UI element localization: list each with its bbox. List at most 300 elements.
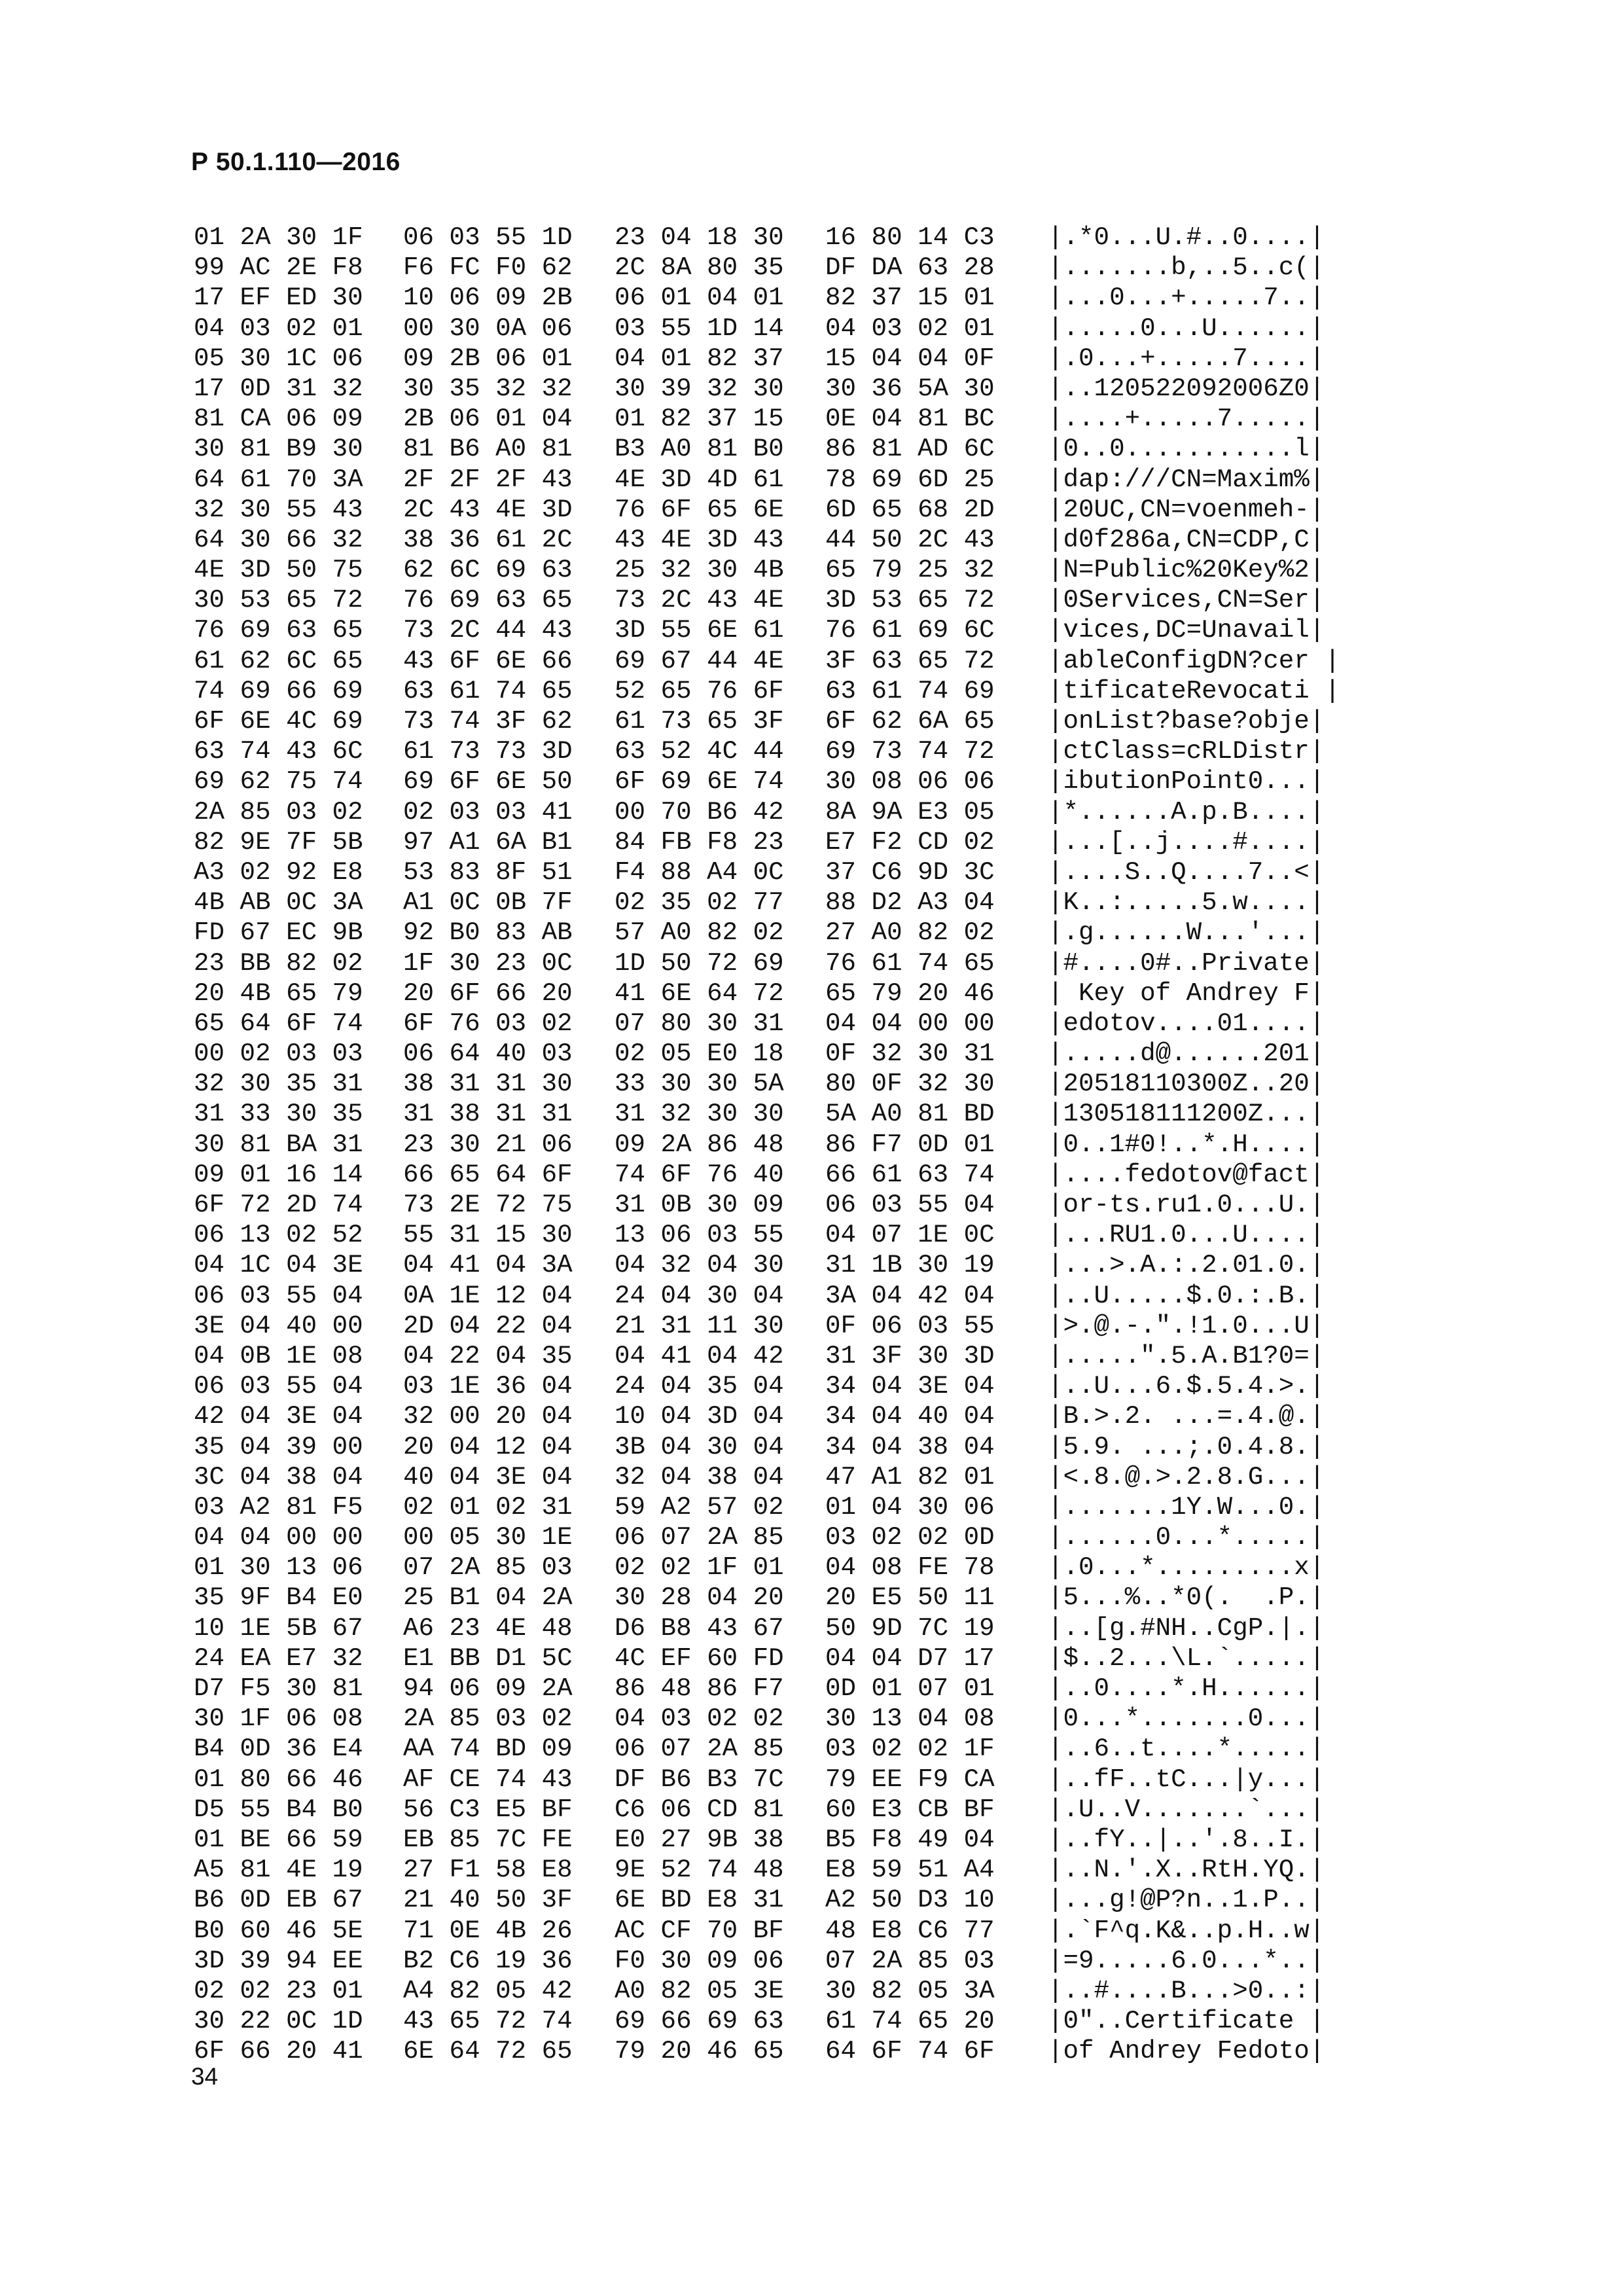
hex-group-4: 76 61 74 65 xyxy=(825,948,995,978)
hex-group-2: 94 06 09 2A xyxy=(403,1674,573,1703)
hex-group-3: 24 04 35 04 xyxy=(615,1371,784,1401)
hex-group-2: A6 23 4E 48 xyxy=(403,1613,573,1643)
hex-group-4: 60 E3 CB BF xyxy=(825,1794,995,1824)
hex-group-3: 3B 04 30 04 xyxy=(615,1431,784,1462)
hex-group-2: AF CE 74 43 xyxy=(403,1764,573,1794)
hex-group-4: 6F 62 6A 65 xyxy=(825,706,995,736)
hex-group-1: 30 81 B9 30 xyxy=(194,434,363,464)
hex-group-1: 20 4B 65 79 xyxy=(194,978,363,1008)
hex-group-2: 76 69 63 65 xyxy=(403,585,573,615)
hex-group-3: 31 0B 30 09 xyxy=(615,1190,784,1219)
hex-group-2: 00 05 30 1E xyxy=(403,1522,573,1552)
hex-group-1: 02 02 23 01 xyxy=(194,1975,363,2005)
hex-group-1: 23 BB 82 02 xyxy=(194,948,363,978)
hex-group-1: 04 03 02 01 xyxy=(194,313,363,343)
hex-group-4: 04 08 FE 78 xyxy=(825,1552,995,1583)
hex-group-3: E0 27 9B 38 xyxy=(615,1824,784,1854)
hex-group-2: 31 38 31 31 xyxy=(403,1099,573,1129)
hex-group-4: 3A 04 42 04 xyxy=(825,1280,995,1310)
hex-group-4: 04 03 02 01 xyxy=(825,313,995,343)
hex-group-1: 30 53 65 72 xyxy=(194,585,363,615)
hex-group-4: 20 E5 50 11 xyxy=(825,1583,995,1613)
hex-group-2: EB 85 7C FE xyxy=(403,1824,573,1854)
hex-group-4: 0F 32 30 31 xyxy=(825,1039,995,1069)
hex-group-1: B0 60 46 5E xyxy=(194,1915,363,1945)
hex-group-1: D5 55 B4 B0 xyxy=(194,1794,363,1824)
hex-group-1: 35 04 39 00 xyxy=(194,1431,363,1462)
hex-group-3: 32 04 38 04 xyxy=(615,1462,784,1492)
hex-group-2: 69 6F 6E 50 xyxy=(403,766,573,797)
hex-group-2: 97 A1 6A B1 xyxy=(403,827,573,857)
hex-group-3: 06 07 2A 85 xyxy=(615,1734,784,1764)
hex-group-1: 63 74 43 6C xyxy=(194,736,363,766)
ascii-column: |.0...+.....7....| xyxy=(1048,343,1325,373)
hex-group-4: 63 61 74 69 xyxy=(825,675,995,706)
hex-group-3: 63 52 4C 44 xyxy=(615,736,784,766)
hex-group-2: 73 74 3F 62 xyxy=(403,706,573,736)
hex-group-3: 69 66 69 63 xyxy=(615,2006,784,2036)
hex-group-4: 48 E8 C6 77 xyxy=(825,1915,995,1945)
hex-group-1: 00 02 03 03 xyxy=(194,1039,363,1069)
hex-group-1: 6F 72 2D 74 xyxy=(194,1190,363,1219)
hex-group-1: 24 EA E7 32 xyxy=(194,1643,363,1673)
ascii-column: |..fF..tC...|y...| xyxy=(1048,1764,1325,1794)
hex-group-3: 6E BD E8 31 xyxy=(615,1885,784,1915)
hex-group-2: 07 2A 85 03 xyxy=(403,1552,573,1583)
hex-group-4: 3F 63 65 72 xyxy=(825,645,995,675)
hex-group-3: 3D 55 6E 61 xyxy=(615,615,784,645)
ascii-column: |.0...*.........x| xyxy=(1048,1552,1325,1583)
hex-group-3: 1D 50 72 69 xyxy=(615,948,784,978)
hex-group-4: 3D 53 65 72 xyxy=(825,585,995,615)
hex-group-2: 09 2B 06 01 xyxy=(403,343,573,373)
ascii-column: |....+.....7.....| xyxy=(1048,404,1325,434)
hex-group-1: 3D 39 94 EE xyxy=(194,1945,363,1975)
hex-group-4: A2 50 D3 10 xyxy=(825,1885,995,1915)
hex-group-4: 0F 06 03 55 xyxy=(825,1310,995,1340)
ascii-column: |..#....B...>0..:| xyxy=(1048,1975,1325,2005)
hex-group-2: 6E 64 72 65 xyxy=(403,2036,573,2066)
ascii-column: |..0....*.H......| xyxy=(1048,1674,1325,1703)
hex-group-1: 3E 04 40 00 xyxy=(194,1310,363,1340)
hex-group-3: 9E 52 74 48 xyxy=(615,1855,784,1885)
ascii-column: |...RU1.0...U....| xyxy=(1048,1220,1325,1250)
hex-group-1: 6F 66 20 41 xyxy=(194,2036,363,2066)
hex-group-1: 32 30 55 43 xyxy=(194,494,363,524)
hex-group-3: 04 32 04 30 xyxy=(615,1250,784,1280)
hex-group-1: B6 0D EB 67 xyxy=(194,1885,363,1915)
hex-group-2: 0A 1E 12 04 xyxy=(403,1280,573,1310)
hex-group-1: 03 A2 81 F5 xyxy=(194,1492,363,1522)
ascii-column: |or-ts.ru1.0...U.| xyxy=(1048,1190,1325,1219)
hex-group-1: 64 61 70 3A xyxy=(194,464,363,494)
hex-group-3: C6 06 CD 81 xyxy=(615,1794,784,1824)
hex-group-2: B2 C6 19 36 xyxy=(403,1945,573,1975)
hex-group-4: 86 81 AD 6C xyxy=(825,434,995,464)
hex-group-3: 10 04 3D 04 xyxy=(615,1401,784,1431)
hex-group-3: 41 6E 64 72 xyxy=(615,978,784,1008)
ascii-column: |..U...6.$.5.4.>.| xyxy=(1048,1371,1325,1401)
hex-group-4: 31 1B 30 19 xyxy=(825,1250,995,1280)
hex-group-4: 34 04 40 04 xyxy=(825,1401,995,1431)
hex-group-4: 04 04 D7 17 xyxy=(825,1643,995,1673)
ascii-column: |.U..V.......`...| xyxy=(1048,1794,1325,1824)
hex-group-3: 31 32 30 30 xyxy=(615,1099,784,1129)
hex-group-4: 61 74 65 20 xyxy=(825,2006,995,2036)
hex-group-4: 31 3F 30 3D xyxy=(825,1340,995,1371)
hex-group-2: 38 36 61 2C xyxy=(403,524,573,554)
hex-group-3: 01 82 37 15 xyxy=(615,404,784,434)
ascii-column: |=9.....6.0...*..| xyxy=(1048,1945,1325,1975)
hex-group-1: 01 80 66 46 xyxy=(194,1764,363,1794)
hex-group-3: 84 FB F8 23 xyxy=(615,827,784,857)
hex-group-1: 99 AC 2E F8 xyxy=(194,253,363,283)
hex-group-4: 82 37 15 01 xyxy=(825,283,995,313)
ascii-column: |...>.A.:.2.01.0.| xyxy=(1048,1250,1325,1280)
hex-group-2: 04 41 04 3A xyxy=(403,1250,573,1280)
hex-group-3: 73 2C 43 4E xyxy=(615,585,784,615)
hex-group-1: 17 0D 31 32 xyxy=(194,373,363,403)
ascii-column: |20UC,CN=voenmeh-| xyxy=(1048,494,1325,524)
ascii-column: |.`F^q.K&..p.H..w| xyxy=(1048,1915,1325,1945)
hex-group-3: 04 41 04 42 xyxy=(615,1340,784,1371)
hex-group-3: 2C 8A 80 35 xyxy=(615,253,784,283)
hex-group-2: 71 0E 4B 26 xyxy=(403,1915,573,1945)
hex-group-4: 30 36 5A 30 xyxy=(825,373,995,403)
ascii-column: |K..:.....5.w....| xyxy=(1048,888,1325,918)
hex-group-4: 86 F7 0D 01 xyxy=(825,1129,995,1159)
hex-group-4: 50 9D 7C 19 xyxy=(825,1613,995,1643)
hex-group-2: 63 61 74 65 xyxy=(403,675,573,706)
hex-group-4: E8 59 51 A4 xyxy=(825,1855,995,1885)
hex-group-3: 07 80 30 31 xyxy=(615,1008,784,1038)
ascii-column: |0..0...........l| xyxy=(1048,434,1325,464)
hex-group-3: 06 07 2A 85 xyxy=(615,1522,784,1552)
hex-group-2: 2F 2F 2F 43 xyxy=(403,464,573,494)
hex-group-1: 61 62 6C 65 xyxy=(194,645,363,675)
ascii-column: |$..2...\L.`.....| xyxy=(1048,1643,1325,1673)
hex-group-1: 82 9E 7F 5B xyxy=(194,827,363,857)
hex-group-3: AC CF 70 BF xyxy=(615,1915,784,1945)
hex-group-1: 30 81 BA 31 xyxy=(194,1129,363,1159)
hex-group-3: 04 03 02 02 xyxy=(615,1704,784,1734)
hex-group-2: 43 65 72 74 xyxy=(403,2006,573,2036)
hex-group-3: A0 82 05 3E xyxy=(615,1975,784,2005)
hex-group-3: 6F 69 6E 74 xyxy=(615,766,784,797)
ascii-column: |ctClass=cRLDistr| xyxy=(1048,736,1325,766)
hex-group-2: 43 6F 6E 66 xyxy=(403,645,573,675)
hex-group-2: 6F 76 03 02 xyxy=(403,1008,573,1038)
hex-group-3: 61 73 65 3F xyxy=(615,706,784,736)
hex-group-2: 20 04 12 04 xyxy=(403,1431,573,1462)
hex-group-1: 06 13 02 52 xyxy=(194,1220,363,1250)
hex-group-4: DF DA 63 28 xyxy=(825,253,995,283)
hex-group-1: 06 03 55 04 xyxy=(194,1371,363,1401)
hex-group-1: FD 67 EC 9B xyxy=(194,918,363,948)
hex-group-1: 04 0B 1E 08 xyxy=(194,1340,363,1371)
ascii-column: |of Andrey Fedoto| xyxy=(1048,2036,1325,2066)
ascii-column: |.....d@......201| xyxy=(1048,1039,1325,1069)
ascii-column: |0...*.......0...| xyxy=(1048,1704,1325,1734)
hex-group-4: 07 2A 85 03 xyxy=(825,1945,995,1975)
ascii-column: |......0...*.....| xyxy=(1048,1522,1325,1552)
ascii-column: |..fY..|..'.8..I.| xyxy=(1048,1824,1325,1854)
hex-group-2: A4 82 05 42 xyxy=(403,1975,573,2005)
ascii-column: |<.8.@.>.2.8.G...| xyxy=(1048,1462,1325,1492)
hex-group-2: 73 2E 72 75 xyxy=(403,1190,573,1219)
hex-group-3: 30 28 04 20 xyxy=(615,1583,784,1613)
hex-group-2: 53 83 8F 51 xyxy=(403,857,573,887)
hex-group-4: 30 08 06 06 xyxy=(825,766,995,797)
hex-group-3: F4 88 A4 0C xyxy=(615,857,784,887)
hex-group-4: 15 04 04 0F xyxy=(825,343,995,373)
ascii-column: |ableConfigDN?cer | xyxy=(1048,645,1340,675)
hex-group-4: 88 D2 A3 04 xyxy=(825,888,995,918)
hex-group-4: 16 80 14 C3 xyxy=(825,223,995,252)
hex-group-3: 04 01 82 37 xyxy=(615,343,784,373)
hex-group-4: 47 A1 82 01 xyxy=(825,1462,995,1492)
ascii-column: |.....".5.A.B1?0=| xyxy=(1048,1340,1325,1371)
ascii-column: |.....0...U......| xyxy=(1048,313,1325,343)
hex-group-4: 64 6F 74 6F xyxy=(825,2036,995,2066)
hex-group-2: 30 35 32 32 xyxy=(403,373,573,403)
ascii-column: |d0f286a,CN=CDP,C| xyxy=(1048,524,1325,554)
hex-group-2: 40 04 3E 04 xyxy=(403,1462,573,1492)
hex-group-2: 02 01 02 31 xyxy=(403,1492,573,1522)
hex-group-4: 80 0F 32 30 xyxy=(825,1069,995,1099)
hex-group-2: F6 FC F0 62 xyxy=(403,253,573,283)
ascii-column: |onList?base?obje| xyxy=(1048,706,1325,736)
hex-group-4: 5A A0 81 BD xyxy=(825,1099,995,1129)
hex-group-4: 37 C6 9D 3C xyxy=(825,857,995,887)
ascii-column: |20518110300Z..20| xyxy=(1048,1069,1325,1099)
hex-group-3: 25 32 30 4B xyxy=(615,555,784,585)
ascii-column: |.......b,..5..c(| xyxy=(1048,253,1325,283)
hex-group-1: 64 30 66 32 xyxy=(194,524,363,554)
ascii-column: |...g!@P?n..1.P..| xyxy=(1048,1885,1325,1915)
hex-group-3: B3 A0 81 B0 xyxy=(615,434,784,464)
hex-group-3: D6 B8 43 67 xyxy=(615,1613,784,1643)
ascii-column: |0"..Certificate | xyxy=(1048,2006,1325,2036)
hex-group-4: 65 79 25 32 xyxy=(825,555,995,585)
hex-group-3: F0 30 09 06 xyxy=(615,1945,784,1975)
hex-group-4: E7 F2 CD 02 xyxy=(825,827,995,857)
hex-group-3: 76 6F 65 6E xyxy=(615,494,784,524)
hex-group-1: 32 30 35 31 xyxy=(194,1069,363,1099)
ascii-column: |*......A.p.B....| xyxy=(1048,797,1325,827)
hex-group-3: 86 48 86 F7 xyxy=(615,1674,784,1703)
hex-group-1: A3 02 92 E8 xyxy=(194,857,363,887)
hex-group-1: 05 30 1C 06 xyxy=(194,343,363,373)
hex-group-3: 52 65 76 6F xyxy=(615,675,784,706)
hex-group-3: 74 6F 76 40 xyxy=(615,1159,784,1189)
hex-group-3: 23 04 18 30 xyxy=(615,223,784,252)
ascii-column: |dap:///CN=Maxim%| xyxy=(1048,464,1325,494)
hex-group-4: 65 79 20 46 xyxy=(825,978,995,1008)
hex-group-2: AA 74 BD 09 xyxy=(403,1734,573,1764)
ascii-column: |>.@.-.".!1.0...U| xyxy=(1048,1310,1325,1340)
ascii-column: |B.>.2. ...=.4.@.| xyxy=(1048,1401,1325,1431)
hex-group-3: 30 39 32 30 xyxy=(615,373,784,403)
hex-group-1: 17 EF ED 30 xyxy=(194,283,363,313)
hex-group-4: 66 61 63 74 xyxy=(825,1159,995,1189)
hex-group-3: 06 01 04 01 xyxy=(615,283,784,313)
hex-group-4: 30 82 05 3A xyxy=(825,1975,995,2005)
hex-group-3: 4C EF 60 FD xyxy=(615,1643,784,1673)
hex-group-1: 74 69 66 69 xyxy=(194,675,363,706)
hex-group-3: DF B6 B3 7C xyxy=(615,1764,784,1794)
hex-group-1: 01 30 13 06 xyxy=(194,1552,363,1583)
hex-group-1: 01 BE 66 59 xyxy=(194,1824,363,1854)
ascii-column: |..U.....$.0.:.B.| xyxy=(1048,1280,1325,1310)
ascii-column: |N=Public%20Key%2| xyxy=(1048,555,1325,585)
hex-group-2: 06 03 55 1D xyxy=(403,223,573,252)
hex-group-1: 69 62 75 74 xyxy=(194,766,363,797)
ascii-column: |..120522092006Z0| xyxy=(1048,373,1325,403)
ascii-column: |..[g.#NH..CgP.|.| xyxy=(1048,1613,1325,1643)
hex-group-1: 4B AB 0C 3A xyxy=(194,888,363,918)
hex-group-2: 55 31 15 30 xyxy=(403,1220,573,1250)
hex-group-4: B5 F8 49 04 xyxy=(825,1824,995,1854)
hex-group-3: 4E 3D 4D 61 xyxy=(615,464,784,494)
hex-group-4: 76 61 69 6C xyxy=(825,615,995,645)
hex-group-1: 65 64 6F 74 xyxy=(194,1008,363,1038)
hex-group-4: 0D 01 07 01 xyxy=(825,1674,995,1703)
ascii-column: |vices,DC=Unavail| xyxy=(1048,615,1325,645)
hex-group-4: 69 73 74 72 xyxy=(825,736,995,766)
ascii-column: |ibutionPoint0...| xyxy=(1048,766,1325,797)
hex-group-2: 06 64 40 03 xyxy=(403,1039,573,1069)
hex-group-2: 27 F1 58 E8 xyxy=(403,1855,573,1885)
hex-group-4: 78 69 6D 25 xyxy=(825,464,995,494)
hex-group-4: 03 02 02 0D xyxy=(825,1522,995,1552)
ascii-column: | Key of Andrey F| xyxy=(1048,978,1325,1008)
hex-group-1: 30 1F 06 08 xyxy=(194,1704,363,1734)
hex-group-2: 25 B1 04 2A xyxy=(403,1583,573,1613)
ascii-column: |....S..Q....7..<| xyxy=(1048,857,1325,887)
hex-group-1: B4 0D 36 E4 xyxy=(194,1734,363,1764)
hex-group-4: 01 04 30 06 xyxy=(825,1492,995,1522)
hex-group-1: 2A 85 03 02 xyxy=(194,797,363,827)
ascii-column: |0Services,CN=Ser| xyxy=(1048,585,1325,615)
hex-group-2: 73 2C 44 43 xyxy=(403,615,573,645)
ascii-column: |...0...+.....7..| xyxy=(1048,283,1325,313)
ascii-column: |.g......W...'...| xyxy=(1048,918,1325,948)
hex-group-1: A5 81 4E 19 xyxy=(194,1855,363,1885)
hex-group-4: 04 04 00 00 xyxy=(825,1008,995,1038)
hex-group-2: 2B 06 01 04 xyxy=(403,404,573,434)
hex-group-2: 92 B0 83 AB xyxy=(403,918,573,948)
hex-group-1: 3C 04 38 04 xyxy=(194,1462,363,1492)
ascii-column: |..N.'.X..RtH.YQ.| xyxy=(1048,1855,1325,1885)
hex-group-1: 76 69 63 65 xyxy=(194,615,363,645)
hex-group-2: 81 B6 A0 81 xyxy=(403,434,573,464)
hex-group-4: 8A 9A E3 05 xyxy=(825,797,995,827)
hex-group-1: 35 9F B4 E0 xyxy=(194,1583,363,1613)
ascii-column: |130518111200Z...| xyxy=(1048,1099,1325,1129)
ascii-column: |5...%..*0(. .P.| xyxy=(1048,1583,1325,1613)
hex-group-3: 69 67 44 4E xyxy=(615,645,784,675)
ascii-column: |.*0...U.#..0....| xyxy=(1048,223,1325,252)
hex-group-2: 61 73 73 3D xyxy=(403,736,573,766)
hex-group-3: 43 4E 3D 43 xyxy=(615,524,784,554)
hex-group-3: 03 55 1D 14 xyxy=(615,313,784,343)
hex-group-3: 02 35 02 77 xyxy=(615,888,784,918)
ascii-column: |edotov....01....| xyxy=(1048,1008,1325,1038)
hex-group-4: 04 07 1E 0C xyxy=(825,1220,995,1250)
hex-group-4: 34 04 38 04 xyxy=(825,1431,995,1462)
hex-group-4: 30 13 04 08 xyxy=(825,1704,995,1734)
hex-group-2: 2D 04 22 04 xyxy=(403,1310,573,1340)
hex-group-3: 59 A2 57 02 xyxy=(615,1492,784,1522)
hex-group-1: 04 04 00 00 xyxy=(194,1522,363,1552)
hex-group-3: 57 A0 82 02 xyxy=(615,918,784,948)
ascii-column: |#....0#..Private| xyxy=(1048,948,1325,978)
hex-group-3: 13 06 03 55 xyxy=(615,1220,784,1250)
hex-group-2: 38 31 31 30 xyxy=(403,1069,573,1099)
hex-group-1: 42 04 3E 04 xyxy=(194,1401,363,1431)
ascii-column: |....fedotov@fact| xyxy=(1048,1159,1325,1189)
hex-group-2: 1F 30 23 0C xyxy=(403,948,573,978)
ascii-column: |0..1#0!..*.H....| xyxy=(1048,1129,1325,1159)
hex-group-4: 34 04 3E 04 xyxy=(825,1371,995,1401)
hex-group-2: 32 00 20 04 xyxy=(403,1401,573,1431)
hex-group-1: 01 2A 30 1F xyxy=(194,223,363,252)
hex-group-4: 03 02 02 1F xyxy=(825,1734,995,1764)
hex-group-2: A1 0C 0B 7F xyxy=(403,888,573,918)
hex-group-3: 79 20 46 65 xyxy=(615,2036,784,2066)
hex-group-4: 44 50 2C 43 xyxy=(825,524,995,554)
hex-group-2: 03 1E 36 04 xyxy=(403,1371,573,1401)
hex-group-4: 6D 65 68 2D xyxy=(825,494,995,524)
hex-group-3: 33 30 30 5A xyxy=(615,1069,784,1099)
hex-group-2: 66 65 64 6F xyxy=(403,1159,573,1189)
hex-group-3: 09 2A 86 48 xyxy=(615,1129,784,1159)
hex-group-2: E1 BB D1 5C xyxy=(403,1643,573,1673)
hex-group-2: 62 6C 69 63 xyxy=(403,555,573,585)
ascii-column: |5.9. ...;.0.4.8.| xyxy=(1048,1431,1325,1462)
ascii-column: |...[..j....#....| xyxy=(1048,827,1325,857)
ascii-column: |.......1Y.W...0.| xyxy=(1048,1492,1325,1522)
hex-group-2: 56 C3 E5 BF xyxy=(403,1794,573,1824)
hex-group-1: 4E 3D 50 75 xyxy=(194,555,363,585)
hex-group-3: 21 31 11 30 xyxy=(615,1310,784,1340)
hex-group-2: 2C 43 4E 3D xyxy=(403,494,573,524)
document-header: Р 50.1.110—2016 xyxy=(191,148,401,176)
hex-group-1: 30 22 0C 1D xyxy=(194,2006,363,2036)
hex-group-1: 6F 6E 4C 69 xyxy=(194,706,363,736)
hex-group-4: 0E 04 81 BC xyxy=(825,404,995,434)
hex-group-1: 31 33 30 35 xyxy=(194,1099,363,1129)
hex-group-2: 21 40 50 3F xyxy=(403,1885,573,1915)
page-number: 34 xyxy=(191,2063,219,2090)
hex-group-3: 02 02 1F 01 xyxy=(615,1552,784,1583)
hex-group-4: 27 A0 82 02 xyxy=(825,918,995,948)
hex-group-1: 04 1C 04 3E xyxy=(194,1250,363,1280)
hex-group-2: 00 30 0A 06 xyxy=(403,313,573,343)
ascii-column: |tificateRevocati | xyxy=(1048,675,1340,706)
hex-group-3: 00 70 B6 42 xyxy=(615,797,784,827)
hex-group-2: 04 22 04 35 xyxy=(403,1340,573,1371)
hex-group-4: 79 EE F9 CA xyxy=(825,1764,995,1794)
hex-group-2: 20 6F 66 20 xyxy=(403,978,573,1008)
hex-group-2: 2A 85 03 02 xyxy=(403,1704,573,1734)
hex-group-2: 10 06 09 2B xyxy=(403,283,573,313)
hex-group-1: 06 03 55 04 xyxy=(194,1280,363,1310)
hex-group-1: 09 01 16 14 xyxy=(194,1159,363,1189)
hex-group-2: 23 30 21 06 xyxy=(403,1129,573,1159)
hex-group-3: 02 05 E0 18 xyxy=(615,1039,784,1069)
